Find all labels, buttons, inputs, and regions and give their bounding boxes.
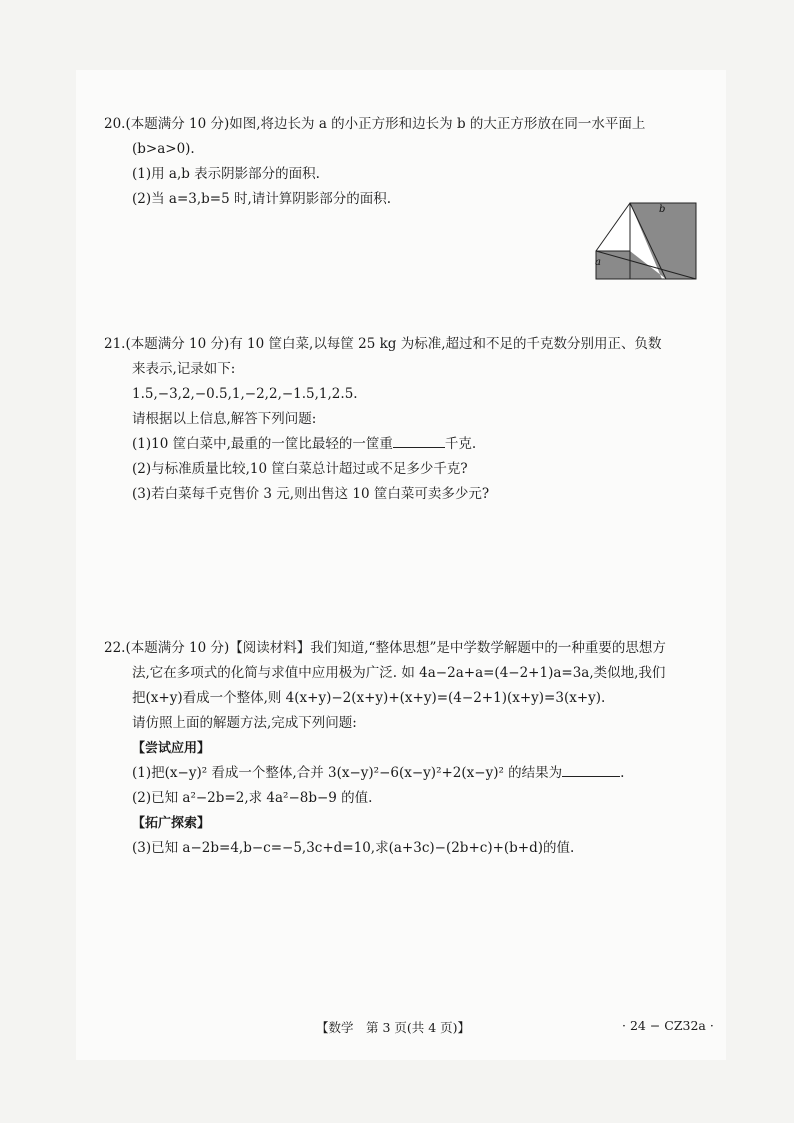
q20-stem-line2: (b>a>0).	[132, 141, 195, 157]
q22-section-try: 【尝试应用】	[132, 741, 211, 756]
q20-part1: (1)用 a,b 表示阴影部分的面积.	[132, 166, 320, 182]
q22-stem-line1: 22.(本题满分 10 分)【阅读材料】我们知道,“整体思想”是中学数学解题中的一种重要的思想方	[104, 640, 666, 656]
q20-part2: (2)当 a=3,b=5 时,请计算阴影部分的面积.	[132, 191, 392, 207]
q22-part3: (3)已知 a−2b=4,b−c=−5,3c+d=10,求(a+3c)−(2b+c)+(b+d)的值.	[132, 840, 575, 856]
label-b: b	[659, 204, 666, 215]
q22-stem-line2: 法,它在多项式的化简与求值中应用极为广泛. 如 4a−2a+a=(4−2+1)a=3a,类似地,我们	[132, 665, 666, 681]
page-footer: 【数学 第 3 页(共 4 页)】	[316, 1020, 471, 1035]
q22-part1-text: (1)把(x−y)² 看成一个整体,合并 3(x−y)²−6(x−y)²+2(x−y)² 的结果为	[132, 765, 563, 781]
page-code: · 24 − CZ32a ·	[622, 1018, 714, 1033]
squares-figure	[596, 203, 696, 279]
question-22	[104, 636, 704, 861]
q22-stem-line3: 把(x+y)看成一个整体,则 4(x+y)−2(x+y)+(x+y)=(4−2+1)(x+y)=3(x+y).	[132, 690, 606, 706]
q21-part3: (3)若白菜每千克售价 3 元,则出售这 10 筐白菜可卖多少元?	[132, 486, 490, 502]
q22-part1	[104, 761, 704, 786]
question-21	[104, 332, 704, 507]
q22-part1-end: .	[620, 765, 625, 781]
q21-stem-line1: 21.(本题满分 10 分)有 10 筐白菜,以每筐 25 kg 为标准,超过和不足的千克数分别用正、负数	[104, 336, 662, 352]
q21-instruction: 请根据以上信息,解答下列问题:	[132, 411, 317, 427]
q21-data: 1.5,−3,2,−0.5,1,−2,2,−1.5,1,2.5.	[132, 386, 358, 402]
q22-part2: (2)已知 a²−2b=2,求 4a²−8b−9 的值.	[132, 790, 373, 806]
q22-instruction: 请仿照上面的解题方法,完成下列问题:	[132, 715, 357, 731]
q22-answer-blank[interactable]	[562, 762, 620, 777]
q21-part2: (2)与标准质量比较,10 筐白菜总计超过或不足多少千克?	[132, 461, 468, 477]
label-a: a	[595, 257, 601, 268]
question-20	[104, 112, 704, 212]
q22-section-explore: 【拓广探索】	[132, 816, 211, 831]
q21-answer-blank[interactable]	[393, 433, 445, 448]
q21-part1-unit: 千克.	[444, 436, 477, 452]
q21-stem-line2: 来表示,记录如下:	[132, 361, 236, 377]
q21-part1	[104, 432, 704, 457]
q21-part1-text: (1)10 筐白菜中,最重的一筐比最轻的一筐重	[132, 436, 393, 452]
q20-stem-line1: 20.(本题满分 10 分)如图,将边长为 a 的小正方形和边长为 b 的大正方形放在同一水平面上	[104, 116, 646, 132]
